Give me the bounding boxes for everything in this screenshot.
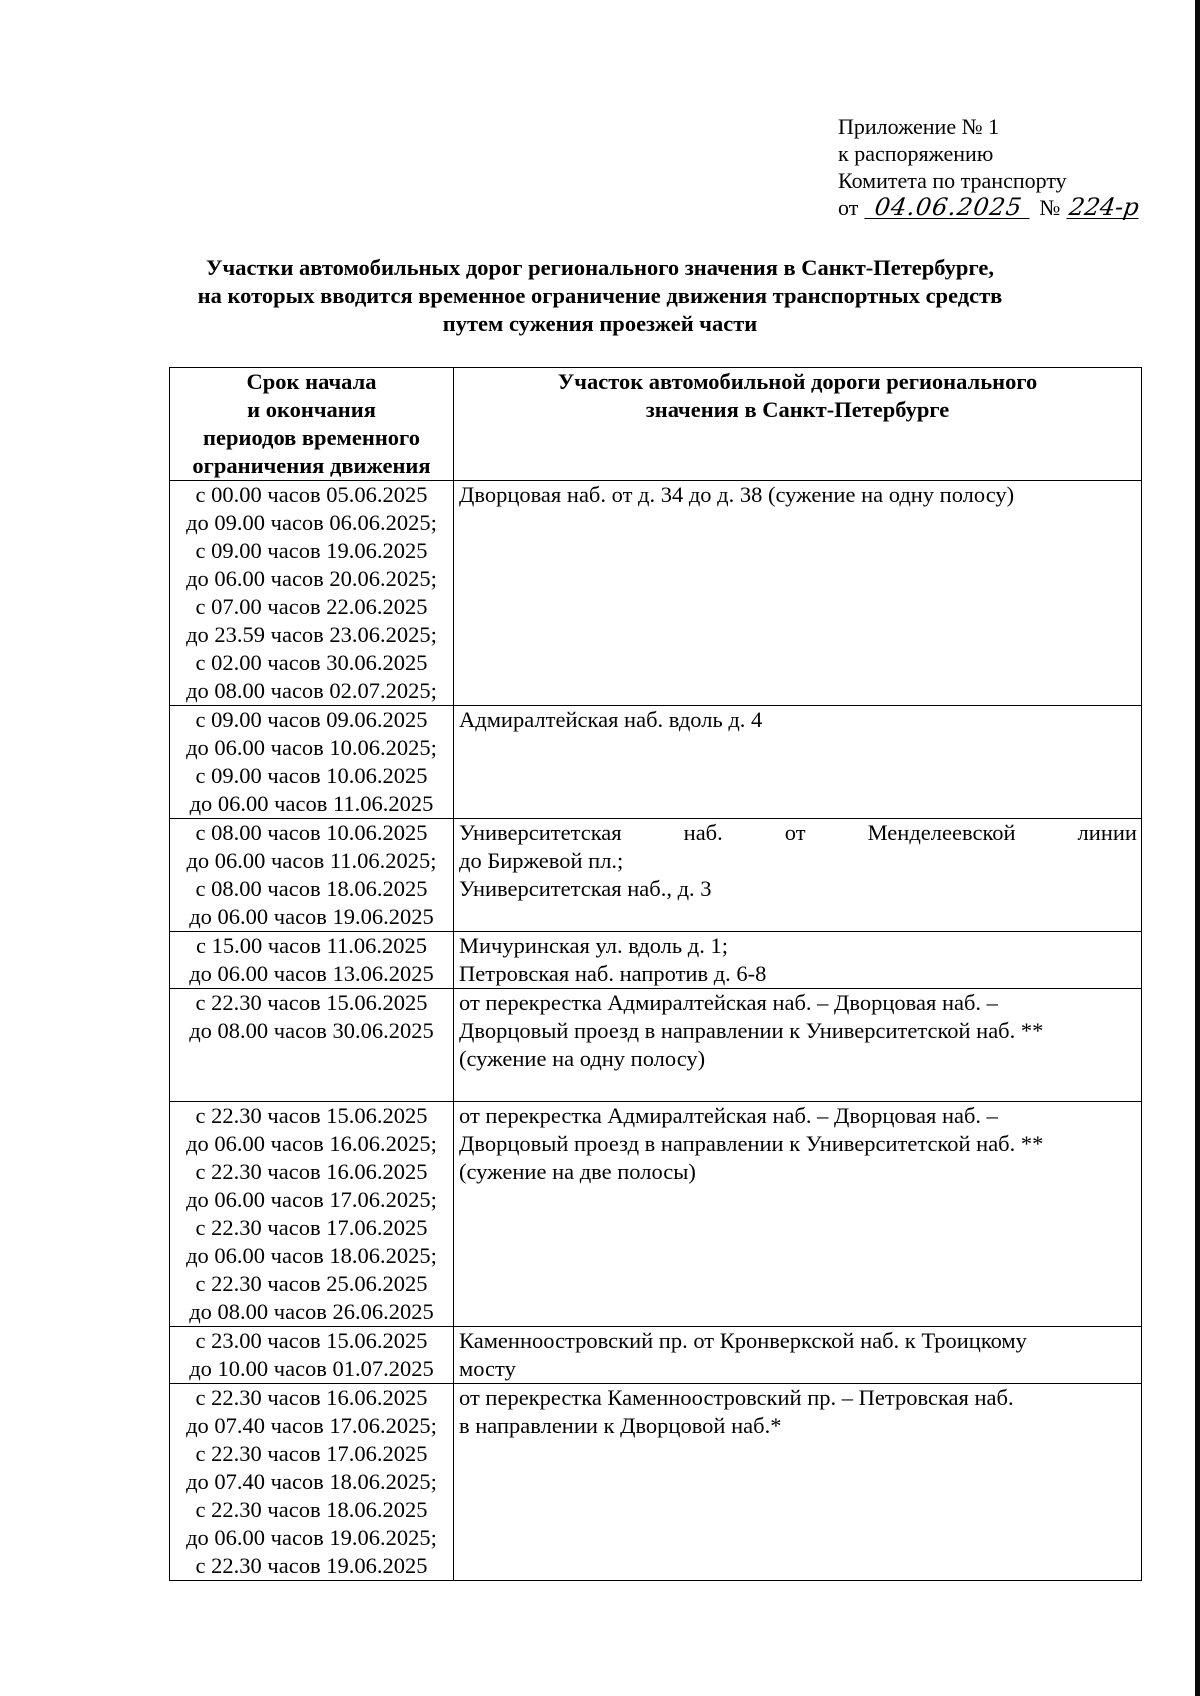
handwritten-date: 04.06.2025 xyxy=(865,196,1033,219)
header-period-line: периодов временного xyxy=(203,425,420,450)
period-line: до 06.00 часов 18.06.2025; xyxy=(186,1243,437,1268)
period-line: до 08.00 часов 26.06.2025 xyxy=(189,1299,434,1324)
period-line: с 15.00 часов 11.06.2025 xyxy=(195,933,428,958)
header-road-line: значения в Санкт-Петербурге xyxy=(645,397,950,422)
period-cell xyxy=(170,932,454,989)
period-cell xyxy=(170,706,454,819)
appendix-date-line xyxy=(838,194,1140,221)
restrictions-table xyxy=(169,367,1142,1581)
road-line: (сужение на одну полосу) xyxy=(459,1046,706,1071)
road-line: Дворцовая наб. от д. 34 до д. 38 (сужение на одну полосу) xyxy=(459,482,1015,507)
table-row xyxy=(170,1102,1142,1327)
header-period-line: ограничения движения xyxy=(192,453,431,478)
period-line: до 08.00 часов 30.06.2025 xyxy=(189,1018,434,1043)
period-line: с 09.00 часов 10.06.2025 xyxy=(195,763,428,788)
period-cell xyxy=(170,481,454,706)
table-row xyxy=(170,819,1142,932)
road-line: Дворцовый проезд в направлении к Университетской наб. ** xyxy=(459,1131,1044,1156)
road-line: от перекрестка Каменноостровский пр. – Петровская наб. xyxy=(459,1385,1014,1410)
road-cell xyxy=(454,706,1142,819)
road-word: Университетская xyxy=(459,820,622,845)
period-cell xyxy=(170,819,454,932)
road-cell xyxy=(454,1102,1142,1327)
period-line: с 22.30 часов 17.06.2025 xyxy=(195,1215,428,1240)
period-line: до 06.00 часов 20.06.2025; xyxy=(186,566,437,591)
period-cell xyxy=(170,989,454,1102)
period-line: до 06.00 часов 16.06.2025; xyxy=(186,1131,437,1156)
road-line: Адмиралтейская наб. вдоль д. 4 xyxy=(459,707,763,732)
road-line: до Биржевой пл.; xyxy=(459,848,624,873)
table-row xyxy=(170,932,1142,989)
table-header-row xyxy=(170,368,1142,481)
period-line: до 06.00 часов 11.06.2025 xyxy=(189,791,434,816)
road-cell xyxy=(454,1327,1142,1384)
period-line: с 08.00 часов 18.06.2025 xyxy=(195,876,428,901)
road-cell xyxy=(454,481,1142,706)
appendix-line-2: к распоряжению xyxy=(838,141,994,166)
road-line: Каменноостровский пр. от Кронверкской наб. к Троицкому xyxy=(459,1328,1027,1353)
period-line: с 22.30 часов 19.06.2025 xyxy=(195,1553,428,1578)
appendix-block xyxy=(838,113,1140,221)
period-line: с 08.00 часов 10.06.2025 xyxy=(195,820,428,845)
road-line: Университетская наб., д. 3 xyxy=(459,876,712,901)
title-line-3: путем сужения проезжей части xyxy=(442,311,758,336)
handwritten-number: 224-р xyxy=(1067,193,1142,221)
period-line: до 06.00 часов 13.06.2025 xyxy=(189,961,434,986)
title-line-2: на которых вводится временное ограничение движения транспортных средств xyxy=(197,283,1003,308)
header-period-line: и окончания xyxy=(247,397,376,422)
road-cell xyxy=(454,1384,1142,1581)
period-line: до 07.40 часов 17.06.2025; xyxy=(186,1413,437,1438)
period-cell xyxy=(170,1384,454,1581)
road-word: Менделеевской xyxy=(867,820,1016,845)
header-period xyxy=(170,368,454,481)
number-label: № xyxy=(1039,195,1061,220)
table-row xyxy=(170,1384,1142,1581)
road-line: (сужение на две полосы) xyxy=(459,1159,696,1184)
period-line: с 22.30 часов 15.06.2025 xyxy=(195,1103,428,1128)
period-line: с 22.30 часов 16.06.2025 xyxy=(195,1385,428,1410)
period-line: с 22.30 часов 18.06.2025 xyxy=(195,1497,428,1522)
title-line-1: Участки автомобильных дорог регионального значения в Санкт-Петербурге, xyxy=(206,255,994,280)
header-road-line: Участок автомобильной дороги регионального xyxy=(557,369,1038,394)
period-line: до 09.00 часов 06.06.2025; xyxy=(186,510,437,535)
period-line: до 06.00 часов 19.06.2025 xyxy=(189,904,434,929)
page-edge-shadow xyxy=(1195,0,1200,1696)
period-line: с 22.30 часов 25.06.2025 xyxy=(195,1271,428,1296)
period-cell xyxy=(170,1327,454,1384)
road-line-justified xyxy=(459,819,1137,847)
header-period-line: Срок начала xyxy=(246,369,377,394)
period-line: с 09.00 часов 19.06.2025 xyxy=(195,538,428,563)
period-line: до 08.00 часов 02.07.2025; xyxy=(186,678,437,703)
road-word: линии xyxy=(1077,820,1137,845)
period-line: с 22.30 часов 17.06.2025 xyxy=(195,1441,428,1466)
period-line: с 07.00 часов 22.06.2025 xyxy=(195,594,428,619)
period-line: до 07.40 часов 18.06.2025; xyxy=(186,1469,437,1494)
period-line: с 02.00 часов 30.06.2025 xyxy=(195,650,428,675)
road-line: Дворцовый проезд в направлении к Университетской наб. ** xyxy=(459,1018,1044,1043)
road-line: в направлении к Дворцовой наб.* xyxy=(459,1413,782,1438)
road-cell xyxy=(454,932,1142,989)
road-line: Петровская наб. напротив д. 6-8 xyxy=(459,961,767,986)
period-line: до 06.00 часов 17.06.2025; xyxy=(186,1187,437,1212)
period-line: до 23.59 часов 23.06.2025; xyxy=(186,622,437,647)
period-line: до 10.00 часов 01.07.2025 xyxy=(189,1356,434,1381)
table-row xyxy=(170,1327,1142,1384)
appendix-line-3: Комитета по транспорту xyxy=(838,168,1067,193)
road-word: наб. xyxy=(683,820,723,845)
road-line: от перекрестка Адмиралтейская наб. – Дворцовая наб. – xyxy=(459,990,998,1015)
document-title xyxy=(150,254,1050,338)
road-line: от перекрестка Адмиралтейская наб. – Дворцовая наб. – xyxy=(459,1103,998,1128)
period-line: с 22.30 часов 15.06.2025 xyxy=(195,990,428,1015)
table-row xyxy=(170,706,1142,819)
header-road xyxy=(454,368,1142,481)
period-line: с 00.00 часов 05.06.2025 xyxy=(195,482,428,507)
from-prefix: от xyxy=(838,195,859,220)
period-line: до 06.00 часов 11.06.2025; xyxy=(186,848,437,873)
road-cell xyxy=(454,819,1142,932)
period-line: до 06.00 часов 19.06.2025; xyxy=(186,1525,437,1550)
period-line: с 22.30 часов 16.06.2025 xyxy=(195,1159,428,1184)
period-line: до 06.00 часов 10.06.2025; xyxy=(186,735,437,760)
table-row xyxy=(170,989,1142,1102)
period-line: с 23.00 часов 15.06.2025 xyxy=(195,1328,428,1353)
table-row xyxy=(170,481,1142,706)
period-cell xyxy=(170,1102,454,1327)
appendix-line-1: Приложение № 1 xyxy=(838,114,1000,139)
period-line: с 09.00 часов 09.06.2025 xyxy=(195,707,428,732)
road-word: от xyxy=(784,820,806,845)
road-line: Мичуринская ул. вдоль д. 1; xyxy=(459,933,729,958)
road-cell xyxy=(454,989,1142,1102)
road-line: мосту xyxy=(459,1356,516,1381)
